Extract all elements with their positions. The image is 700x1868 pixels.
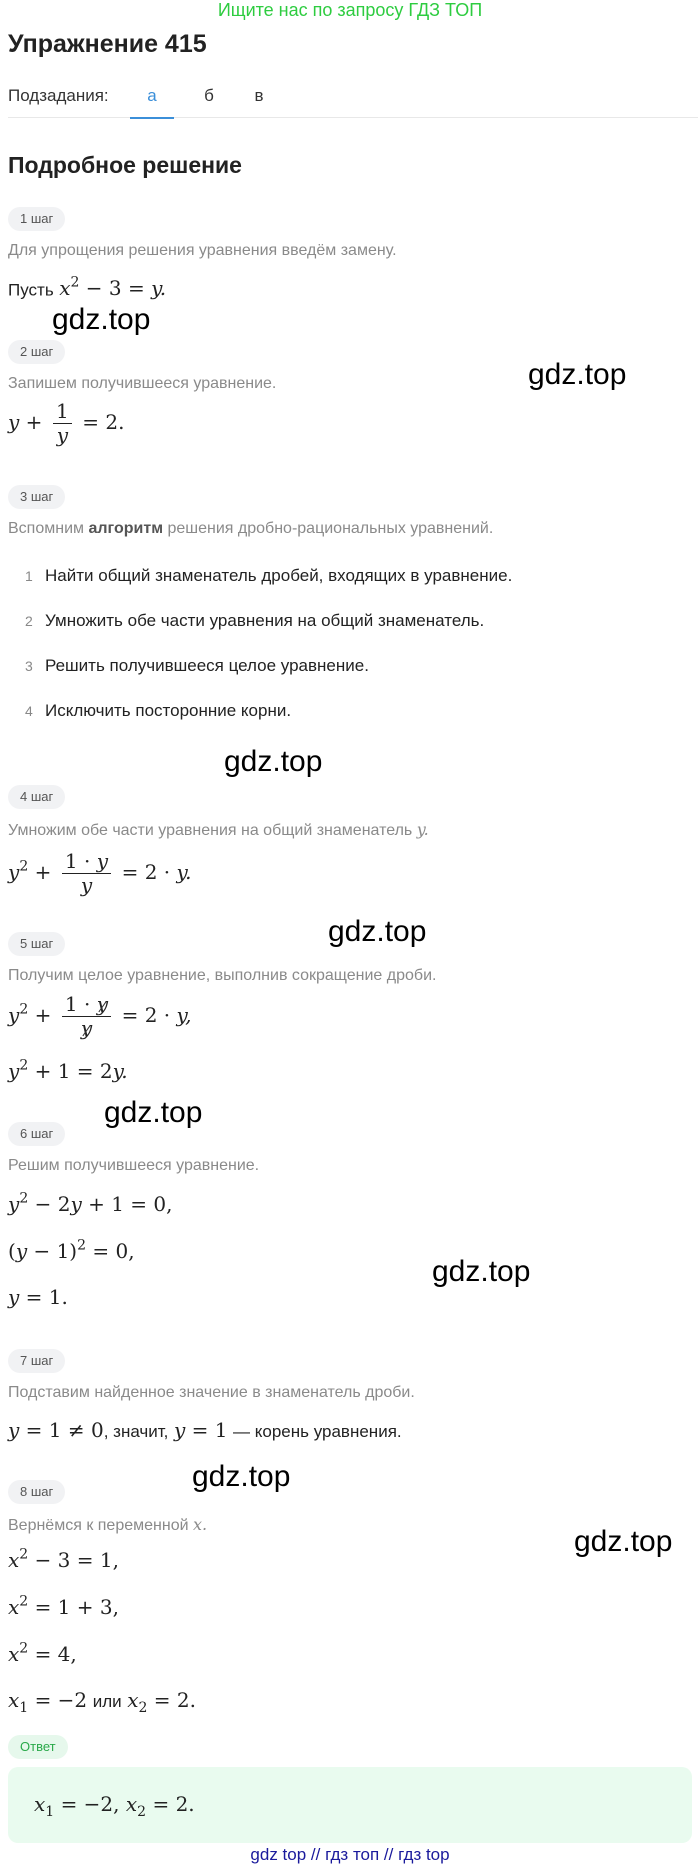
answer-formula: $x_1 = -2$, $x_2 = 2$. [34,1792,195,1820]
step-description: Умножим обе части уравнения на общий знаменатель y. [8,820,429,839]
list-item: 1 Найти общий знаменатель дробей, входящих в уравнение. [25,566,513,585]
formula-line: $x_1 = -2$ или $x_2 = 2$. [8,1688,196,1716]
answer-box [8,1767,692,1843]
watermark: gdz.top [104,1096,203,1129]
watermark: gdz.top [528,358,627,391]
footer-links[interactable]: gdz top // гдз топ // гдз top [250,1845,450,1864]
subtask-tab-b[interactable]: б [204,86,214,105]
formula-text: Пусть [8,280,54,300]
formula-line: $(y - 1)^2 = 0$, [8,1238,135,1264]
list-item: 4 Исключить посторонние корни. [25,701,292,720]
subtask-tab-a[interactable]: а [130,86,174,119]
step-badge: 4 шаг [8,785,65,809]
step-badge: 8 шаг [8,1480,65,1504]
formula-line: $x^2 = 1 + 3$, [8,1594,119,1620]
top-banner[interactable]: Ищите нас по запросу ГДЗ ТОП [217,0,483,20]
list-item: 2 Умножить обе части уравнения на общий знаменатель. [25,611,485,630]
formula-line: $y^2 - 2y + 1 = 0$, [8,1191,173,1217]
formula-line: $y^2 + 1 = 2y$. [8,1058,128,1084]
answer-badge: Ответ [8,1735,68,1759]
watermark: gdz.top [574,1525,673,1558]
watermark: gdz.top [328,915,427,948]
formula-line: $y^2$ + $\frac{1 \cdot y}{y}$ = 2 · y. [8,849,192,897]
page-title: Упражнение 415 [8,30,207,58]
step-badge: 3 шаг [8,485,65,509]
formula-line: $x^2 = 4$, [8,1641,77,1667]
step-description: Запишем получившееся уравнение. [8,375,277,392]
step-description: Решим получившееся уравнение. [8,1157,260,1174]
step-description: Получим целое уравнение, выполнив сокращение дроби. [8,967,437,984]
step-badge: 5 шаг [8,932,65,956]
formula-line: y + $\frac{1}{y}$ = 2. [8,399,125,447]
formula-line: $x^2 - 3 = 1$, [8,1547,119,1573]
step-description: Вспомним алгоритм решения дробно-рациональных уравнений. [8,520,494,537]
subtasks-bar [8,82,698,118]
formula-line: y = 1 ≠ 0, значит, y = 1 — корень уравнения. [8,1418,402,1442]
watermark: gdz.top [192,1460,291,1493]
watermark: gdz.top [224,745,323,778]
watermark: gdz.top [52,303,151,336]
subtask-tab-v[interactable]: в [254,86,264,105]
formula-line: $y^2$ + $\frac{1 \cdot y}{y}$ = 2 · y, [8,992,192,1040]
formula-line: y = 1. [8,1285,68,1309]
formula-line: Пусть $x^2 - 3 = y$. [8,275,167,301]
step-badge: 6 шаг [8,1122,65,1146]
step-badge: 2 шаг [8,340,65,364]
list-item: 3 Решить получившееся целое уравнение. [25,656,369,675]
step-badge: 1 шаг [8,207,65,231]
section-title: Подробное решение [8,152,242,178]
step-badge: 7 шаг [8,1349,65,1373]
subtasks-label: Подзадания: [8,86,109,105]
step-description: Подставим найденное значение в знаменатель дроби. [8,1384,415,1401]
step-description: Вернёмся к переменной x. [8,1515,208,1534]
step-description: Для упрощения решения уравнения введём замену. [8,242,397,259]
watermark: gdz.top [432,1255,531,1288]
